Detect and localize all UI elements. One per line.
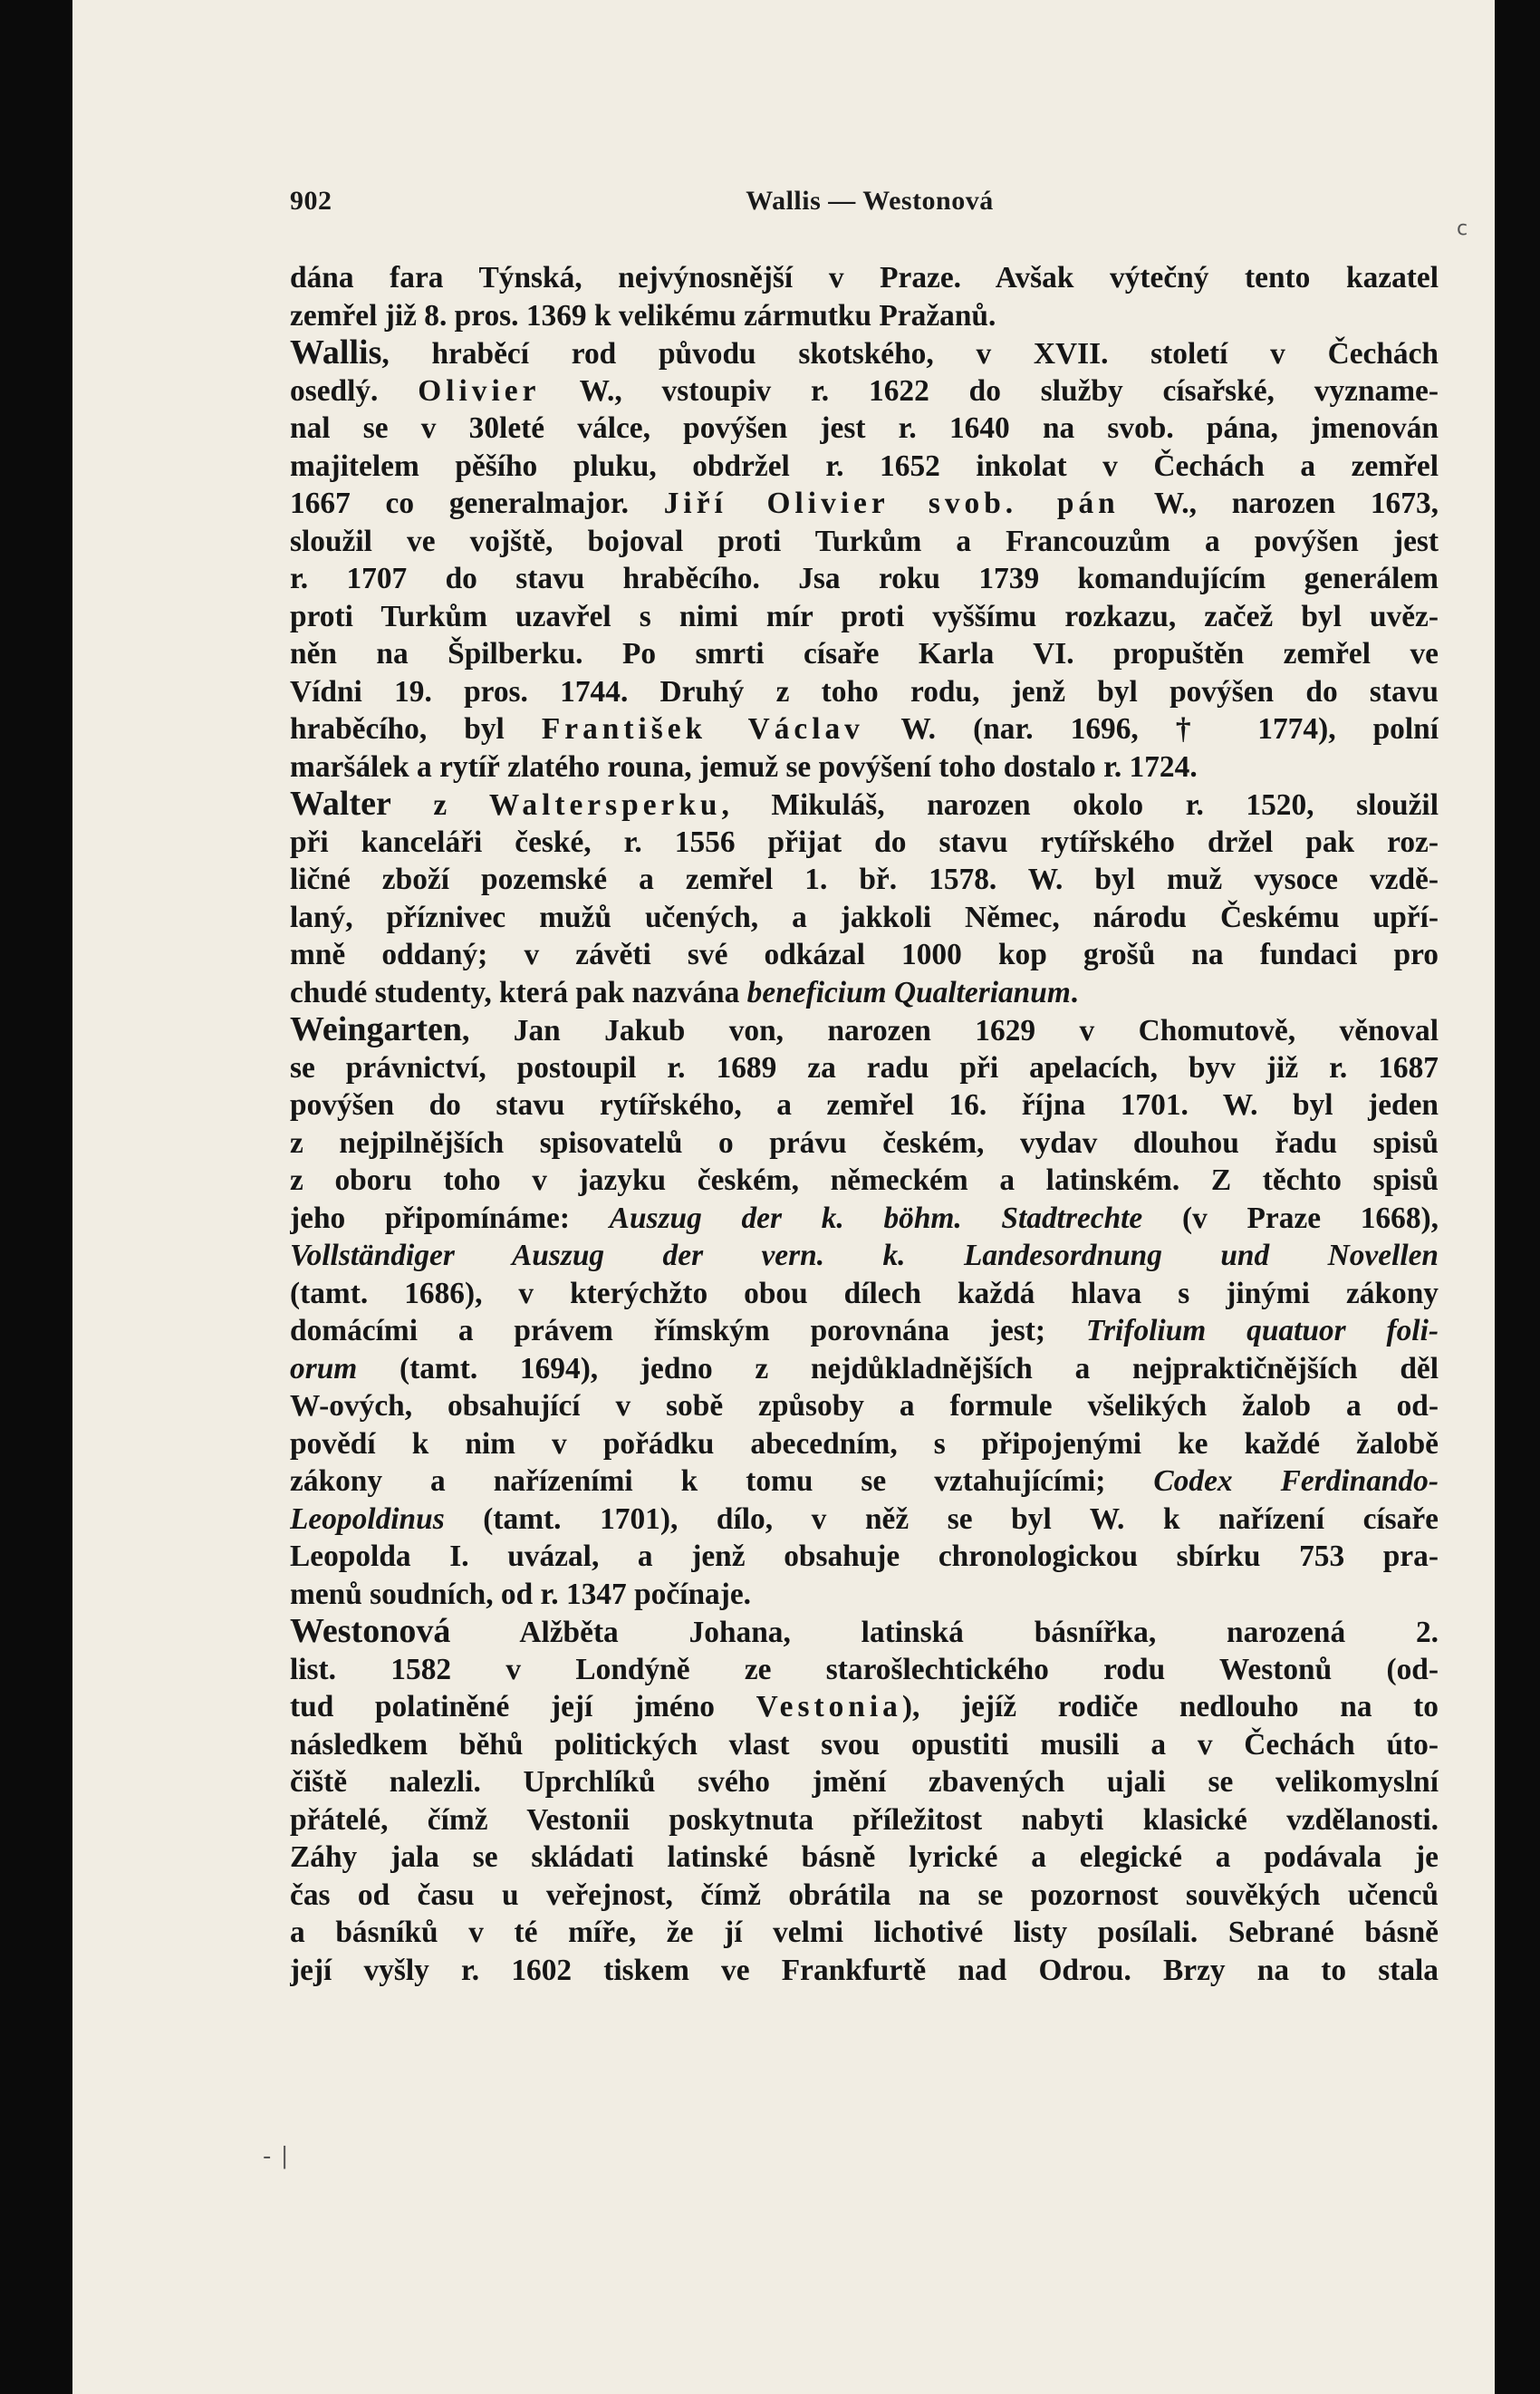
italic-title: Auszug der k. böhm. Stadtrechte	[609, 1201, 1143, 1235]
text-line	[290, 635, 1439, 673]
text-run: přátelé, čímž Vestonii poskytnuta příležitost nabyti klasické vzdělanosti.	[290, 1802, 1439, 1837]
text-line	[290, 1839, 1439, 1877]
text-run: (tamt. 1686), v kterýchžto obou dílech každá hlava s jinými zákony	[290, 1276, 1439, 1310]
entry-headword: Weingarten	[290, 1011, 462, 1048]
text-run: čas od času u veřejnost, čímž obrátila na se pozornost souvěkých učenců	[290, 1878, 1439, 1912]
entry-headword: Westonová	[290, 1613, 451, 1650]
entry-headword: Walter	[290, 786, 391, 823]
book-page	[72, 0, 1495, 2394]
text-line	[290, 1011, 1439, 1049]
text-run: z	[390, 788, 489, 822]
text-run: , Mikuláš, narozen okolo r. 1520, sloužil	[721, 788, 1439, 822]
text-line	[290, 485, 1439, 523]
text-run: se právnictví, postoupil r. 1689 za radu při apelacích, byv již r. 1687	[290, 1050, 1439, 1085]
text-line	[290, 1162, 1439, 1200]
text-run: , hraběcí rod původu skotského, v XVII. století v Čechách	[381, 337, 1439, 371]
text-run: (tamt. 1701), dílo, v něž se byl W. k nařízení císaře	[444, 1501, 1439, 1536]
text-line	[290, 748, 1439, 787]
text-run: ličné zboží pozemské a zemřel 1. bř. 1578. W. byl muž vysoce vzdě-	[290, 863, 1439, 896]
italic-title: beneficium Qualterianum	[746, 975, 1071, 1009]
text-run: (v Praze 1668),	[1142, 1201, 1439, 1235]
page-number: 902	[290, 186, 332, 216]
text-run: tud polatiněné její jméno	[290, 1690, 756, 1723]
spaced-name: Olivier	[418, 373, 541, 408]
spaced-name: Waltersperku	[488, 788, 722, 822]
text-line	[290, 1688, 1439, 1726]
text-run: nal se v 30leté válce, povýšen jest r. 1640 na svob. pána, jmenován	[290, 411, 1439, 445]
body-text	[290, 259, 1439, 1989]
text-line	[290, 372, 1439, 410]
text-run: Vídni 19. pros. 1744. Druhý z toho rodu, jenž byl povýšen do stavu	[290, 674, 1439, 709]
margin-mark: ϲ	[1457, 217, 1468, 240]
text-run: její vyšly r. 1602 tiskem ve Frankfurtě nad Odrou. Brzy na to stala	[290, 1953, 1439, 1987]
text-line	[290, 1312, 1439, 1350]
italic-title: orum	[290, 1351, 358, 1385]
text-run: povýšen do stavu rytířského, a zemřel 16. října 1701. W. byl jeden	[290, 1088, 1439, 1122]
text-line	[290, 297, 1439, 335]
margin-mark: ‑ ∣	[263, 2143, 291, 2170]
text-run: laný, příznivec mužů učených, a jakkoli Němec, národu Českému upří-	[290, 900, 1439, 934]
text-line	[290, 334, 1439, 372]
text-line	[290, 1350, 1439, 1388]
text-line	[290, 1125, 1439, 1163]
italic-title: Codex Ferdinando-	[1153, 1464, 1439, 1498]
text-run: z oboru toho v jazyku českém, německém a latinském. Z těchto spisů	[290, 1163, 1439, 1197]
text-line	[290, 1387, 1439, 1425]
text-run: list. 1582 v Londýně ze starošlechtického rodu Westonů (od-	[290, 1652, 1439, 1686]
italic-title: Vollständiger Auszug der vern. k. Landesordnung und Novellen	[290, 1239, 1439, 1272]
text-run: hraběcího, byl	[290, 712, 542, 746]
text-run: , Jan Jakub von, narozen 1629 v Chomutově, věnoval	[461, 1014, 1439, 1047]
text-line	[290, 1425, 1439, 1463]
text-run: osedlý.	[290, 373, 419, 408]
text-run: ), jejíž rodiče nedlouho na to	[901, 1690, 1439, 1723]
italic-title: Leopoldinus	[290, 1501, 445, 1536]
text-line	[290, 1613, 1439, 1651]
entry-headword: Wallis	[290, 334, 382, 372]
spaced-name: Vestonia	[756, 1690, 902, 1723]
text-run: zemřel již 8. pros. 1369 k velikému zármutku Pražanů.	[290, 298, 996, 333]
text-line	[290, 1801, 1439, 1839]
text-run: menů soudních, od r. 1347 počínaje.	[290, 1577, 751, 1611]
text-line	[290, 1726, 1439, 1764]
text-run: r. 1707 do stavu hraběcího. Jsa roku 1739 komandujícím generálem	[290, 562, 1439, 595]
text-line	[290, 1538, 1439, 1576]
text-line	[290, 1576, 1439, 1614]
text-line	[290, 824, 1439, 862]
text-line	[290, 1049, 1439, 1087]
text-run: dána fara Týnská, nejvýnosnější v Praze. Avšak výtečný tento kazatel	[290, 261, 1439, 294]
text-run: W-ových, obsahující v sobě způsoby a formule všelikých žalob a od-	[290, 1389, 1439, 1423]
text-run: a básníků v té míře, že jí velmi lichotivé listy posílali. Sebrané básně	[290, 1916, 1439, 1949]
text-run: Alžběta Johana, latinská básnířka, narozená 2.	[450, 1616, 1439, 1649]
text-line	[290, 861, 1439, 899]
spaced-name: Jiří Olivier svob. pán	[663, 487, 1120, 520]
text-run: 1667 co generalmajor.	[290, 487, 664, 520]
text-line	[290, 974, 1439, 1012]
text-run: něn na Špilberku. Po smrti císaře Karla VI. propuštěn zemřel ve	[290, 637, 1439, 671]
text-line	[290, 523, 1439, 561]
text-run: sloužil ve vojště, bojoval proti Turkům a Francouzům a povýšen jest	[290, 524, 1439, 558]
text-run: (tamt. 1694), jedno z nejdůkladnějších a nejpraktičnějších děl	[357, 1351, 1439, 1385]
italic-title: Trifolium quatuor foli-	[1085, 1314, 1439, 1347]
text-run: následkem běhů politických vlast svou opustiti musili a v Čechách úto-	[290, 1727, 1439, 1762]
text-run: W. (nar. 1696, † 1774), polní	[863, 712, 1439, 746]
text-line	[290, 1086, 1439, 1125]
text-line	[290, 1501, 1439, 1539]
text-line	[290, 1275, 1439, 1313]
text-run: zákony a nařízeními k tomu se vztahujícími;	[290, 1464, 1154, 1498]
text-line	[290, 448, 1439, 486]
text-run: Záhy jala se skládati latinské básně lyrické a elegické a podávala je	[290, 1840, 1439, 1874]
text-run: z nejpilnějších spisovatelů o právu českém, vydav dlouhou řadu spisů	[290, 1125, 1439, 1160]
text-line	[290, 1200, 1439, 1238]
text-line	[290, 259, 1439, 297]
text-line	[290, 1763, 1439, 1801]
text-run: majitelem pěšího pluku, obdržel r. 1652 inkolat v Čechách a zemřel	[290, 449, 1439, 483]
text-run: W., narozen 1673,	[1119, 487, 1439, 520]
text-run: mně oddaný; v závěti své odkázal 1000 kop grošů na fundaci pro	[290, 938, 1439, 971]
text-line	[290, 410, 1439, 448]
text-line	[290, 1462, 1439, 1501]
text-run: jeho připomínáme:	[290, 1201, 610, 1235]
text-run: Leopolda I. uvázal, a jenž obsahuje chronologickou sbírku 753 pra-	[290, 1540, 1439, 1573]
text-line	[290, 1237, 1439, 1275]
text-line	[290, 786, 1439, 824]
text-run: domácími a právem římským porovnána jest;	[290, 1314, 1086, 1347]
text-line	[290, 899, 1439, 937]
text-line	[290, 598, 1439, 636]
text-run: .	[1070, 975, 1079, 1009]
text-run: W., vstoupiv r. 1622 do služby císařské, vyzname-	[540, 373, 1439, 408]
running-title: Wallis — Westonová	[746, 186, 994, 216]
text-line	[290, 1651, 1439, 1689]
text-run: chudé studenty, která pak nazvána	[290, 975, 747, 1009]
text-run: povědí k nim v pořádku abecedním, s připojenými ke každé žalobě	[290, 1426, 1439, 1461]
text-line	[290, 710, 1439, 748]
text-line	[290, 936, 1439, 974]
text-line	[290, 673, 1439, 711]
text-run: proti Turkům uzavřel s nimi mír proti vyššímu rozkazu, začež byl uvěz-	[290, 599, 1439, 633]
text-run: čiště nalezli. Uprchlíků svého jmění zbavených ujali se velikomyslní	[290, 1765, 1439, 1799]
text-line	[290, 1952, 1439, 1990]
text-run: maršálek a rytíř zlatého rouna, jemuž se povýšení toho dostalo r. 1724.	[290, 749, 1198, 784]
spaced-name: František Václav	[541, 712, 864, 746]
text-run: při kanceláři české, r. 1556 přijat do stavu rytířského držel pak roz-	[290, 825, 1439, 859]
text-line	[290, 1877, 1439, 1915]
text-line	[290, 560, 1439, 598]
text-line	[290, 1914, 1439, 1952]
